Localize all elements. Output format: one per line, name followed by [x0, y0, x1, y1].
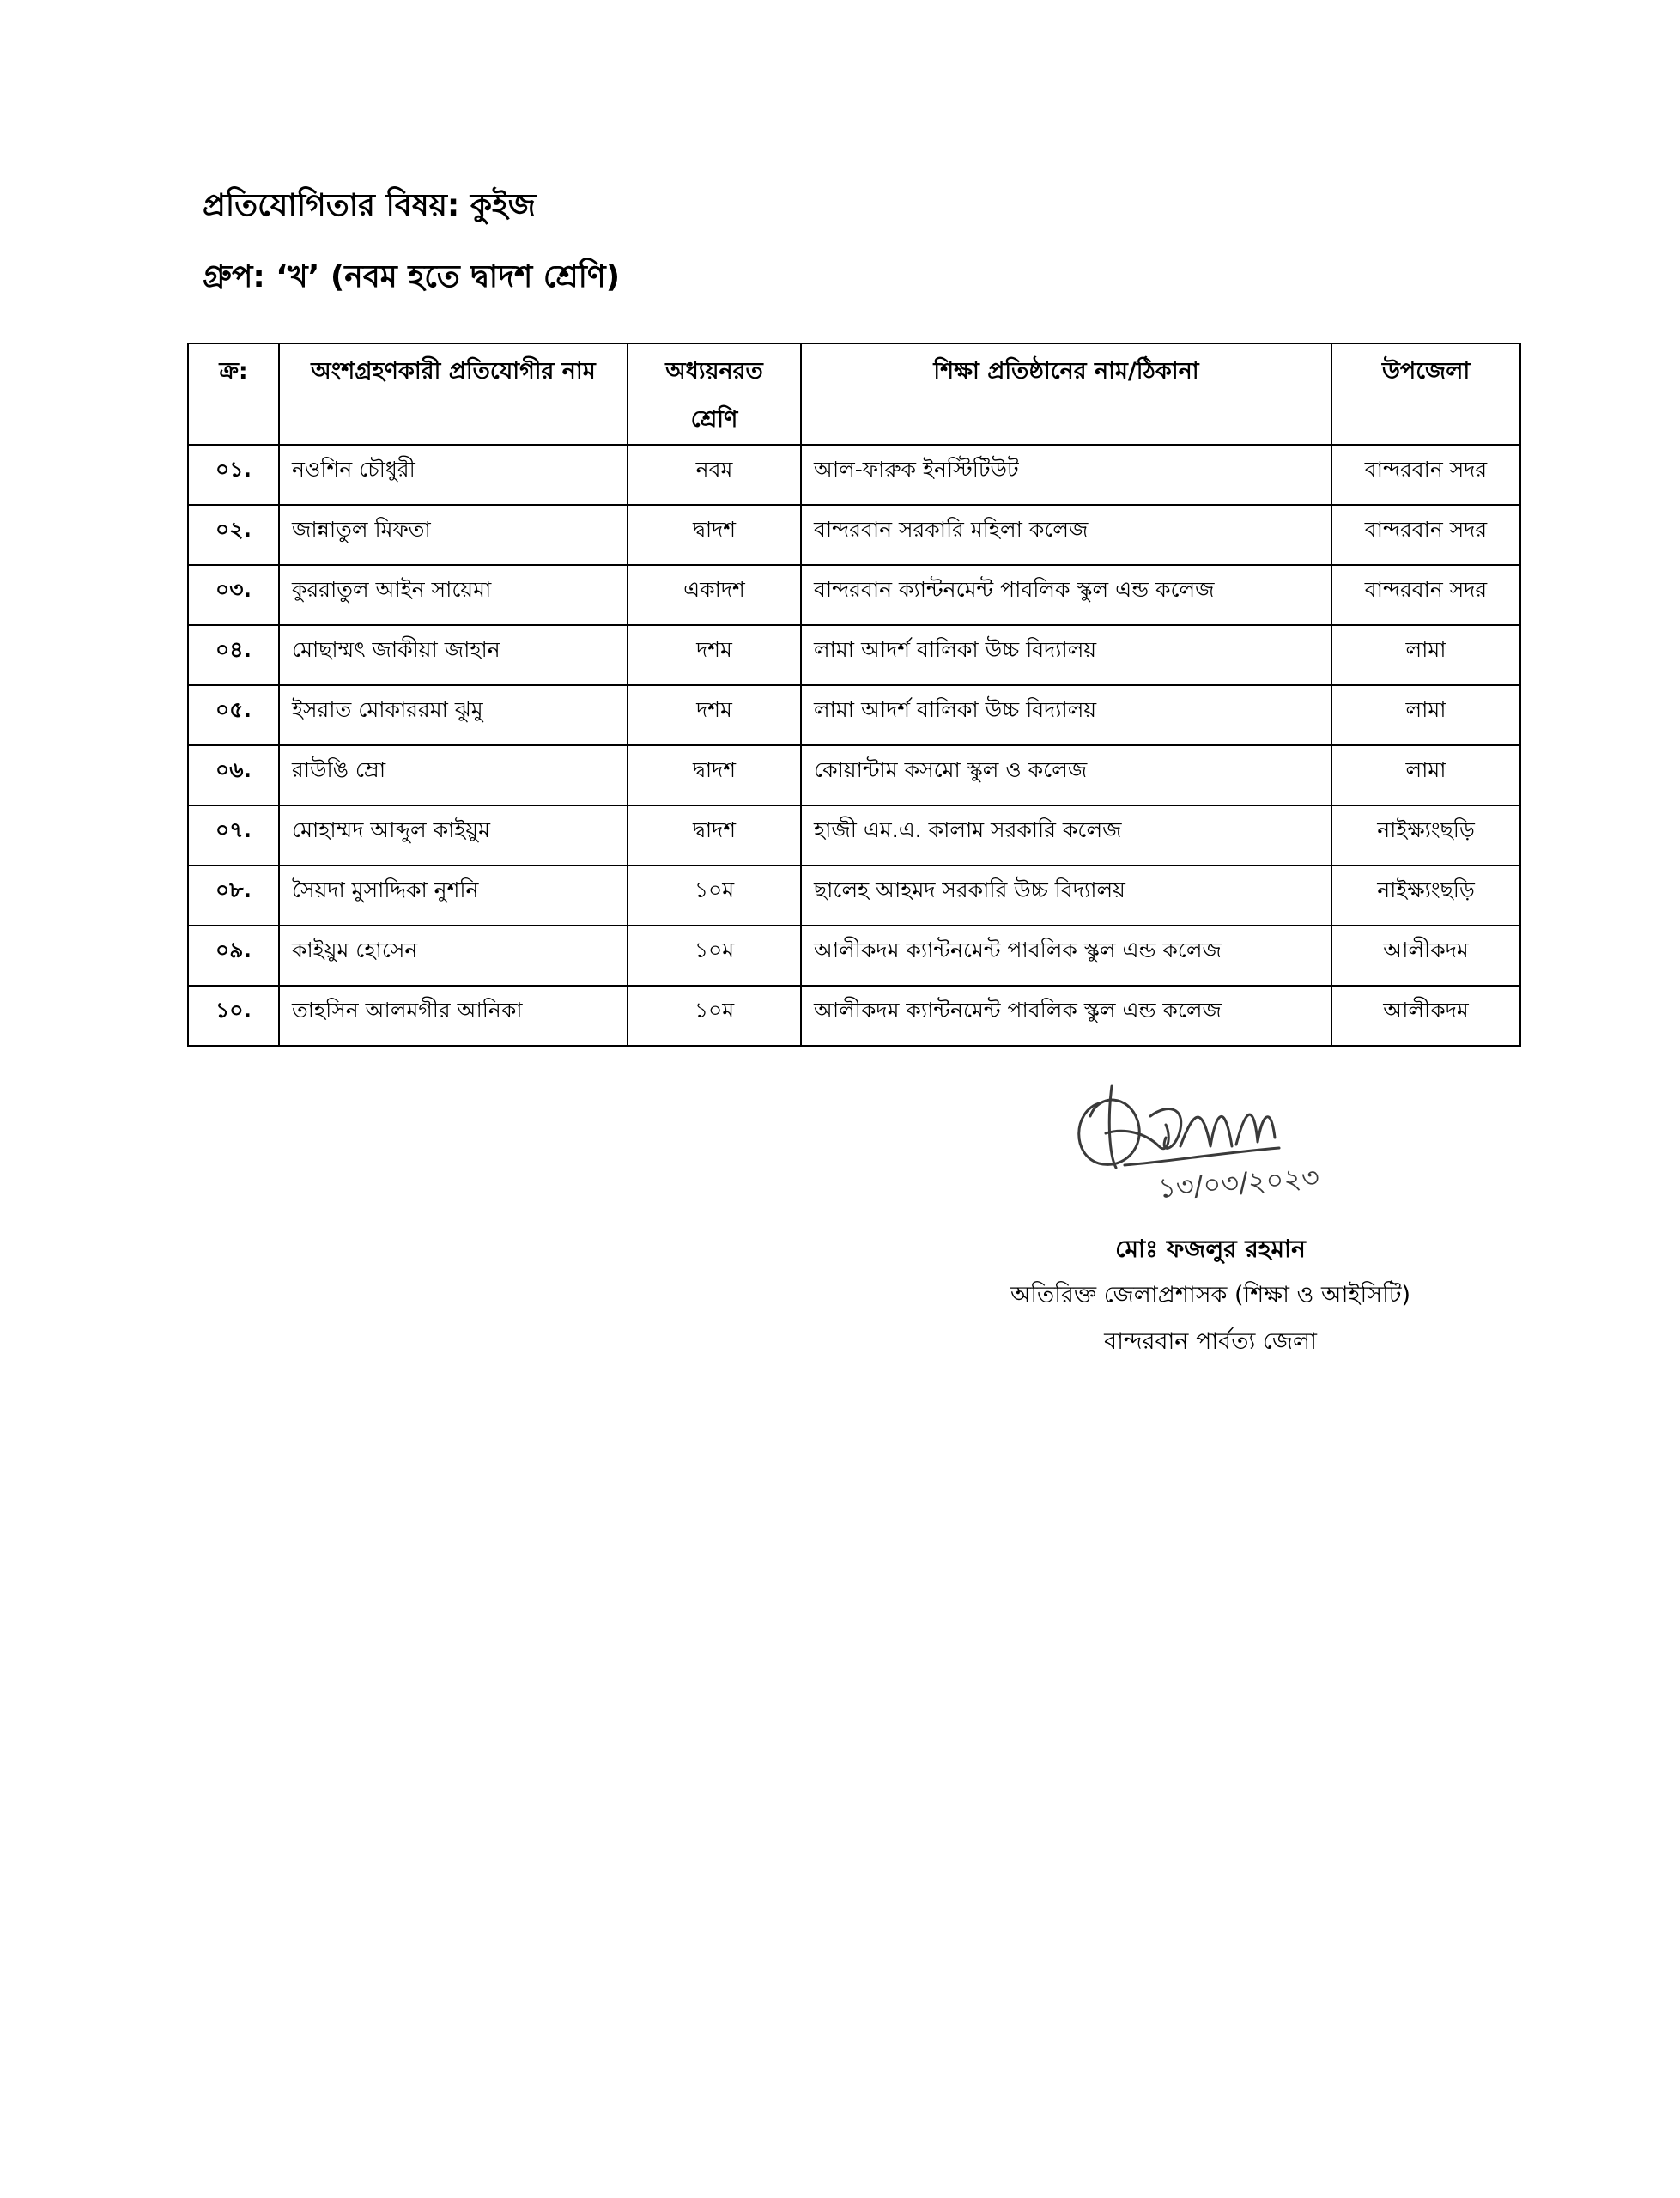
institution-cell: হাজী এম.এ. কালাম সরকারি কলেজ: [801, 805, 1331, 865]
participant-name-cell: কুররাতুল আইন সায়েমা: [279, 565, 628, 625]
class-cell: একাদশ: [628, 565, 801, 625]
institution-cell: ছালেহ আহমদ সরকারি উচ্চ বিদ্যালয়: [801, 865, 1331, 926]
signature-block: [944, 1226, 1477, 1365]
class-cell: দ্বাদশ: [628, 505, 801, 565]
institution-cell: আলীকদম ক্যান্টনমেন্ট পাবলিক স্কুল এন্ড কলেজ: [801, 986, 1331, 1046]
table-header-row: [188, 343, 1520, 445]
table-row: [188, 986, 1520, 1046]
institution-cell: কোয়ান্টাম কসমো স্কুল ও কলেজ: [801, 745, 1331, 805]
upazila-cell: লামা: [1331, 685, 1520, 745]
participant-name-cell: নওশিন চৌধুরী: [279, 445, 628, 505]
class-cell: দ্বাদশ: [628, 745, 801, 805]
serial-cell: ০১.: [188, 445, 279, 505]
signatory-designation: অতিরিক্ত জেলাপ্রশাসক (শিক্ষা ও আইসিটি): [1010, 1282, 1411, 1308]
participant-name-cell: মোছাম্মৎ জাকীয়া জাহান: [279, 625, 628, 685]
institution-cell: লামা আদর্শ বালিকা উচ্চ বিদ্যালয়: [801, 625, 1331, 685]
serial-cell: ০৮.: [188, 865, 279, 926]
group-heading: গ্রুপ: ‘খ’ (নবম হতে দ্বাদশ শ্রেণি): [203, 259, 621, 294]
svg-text:১৩/০৩/২০২৩: ১৩/০৩/২০২৩: [1156, 1160, 1321, 1205]
serial-column-header: ক্র:: [188, 343, 279, 445]
upazila-cell: আলীকদম: [1331, 986, 1520, 1046]
participant-name-cell: রাউঙি ম্রো: [279, 745, 628, 805]
upazila-cell: বান্দরবান সদর: [1331, 565, 1520, 625]
serial-cell: ০৯.: [188, 926, 279, 986]
table-body: [188, 445, 1520, 1046]
table-row: [188, 565, 1520, 625]
institution-cell: আল-ফারুক ইনস্টিটিউট: [801, 445, 1331, 505]
upazila-cell: নাইক্ষ্যংছড়ি: [1331, 865, 1520, 926]
class-cell: ১০ম: [628, 986, 801, 1046]
class-column-header: [628, 343, 801, 445]
table-row: [188, 865, 1520, 926]
upazila-cell: আলীকদম: [1331, 926, 1520, 986]
upazila-cell: বান্দরবান সদর: [1331, 445, 1520, 505]
table-row: [188, 926, 1520, 986]
upazila-cell: লামা: [1331, 745, 1520, 805]
participant-name-cell: কাইয়ুম হোসেন: [279, 926, 628, 986]
name-column-header: অংশগ্রহণকারী প্রতিযোগীর নাম: [279, 343, 628, 445]
class-cell: ১০ম: [628, 926, 801, 986]
institution-column-header: শিক্ষা প্রতিষ্ঠানের নাম/ঠিকানা: [801, 343, 1331, 445]
signatory-office: বান্দরবান পার্বত্য জেলা: [1104, 1328, 1317, 1355]
class-header-line-1: অধ্যয়নরত: [665, 358, 763, 385]
serial-cell: ০২.: [188, 505, 279, 565]
class-cell: দশম: [628, 625, 801, 685]
participant-name-cell: ইসরাত মোকাররমা ঝুমু: [279, 685, 628, 745]
upazila-cell: বান্দরবান সদর: [1331, 505, 1520, 565]
institution-cell: লামা আদর্শ বালিকা উচ্চ বিদ্যালয়: [801, 685, 1331, 745]
participant-name-cell: মোহাম্মদ আব্দুল কাইয়ুম: [279, 805, 628, 865]
participant-name-cell: তাহসিন আলমগীর আনিকা: [279, 986, 628, 1046]
class-cell: নবম: [628, 445, 801, 505]
institution-cell: আলীকদম ক্যান্টনমেন্ট পাবলিক স্কুল এন্ড কলেজ: [801, 926, 1331, 986]
participant-name-cell: জান্নাতুল মিফতা: [279, 505, 628, 565]
table-row: [188, 505, 1520, 565]
table-row: [188, 685, 1520, 745]
institution-cell: বান্দরবান ক্যান্টনমেন্ট পাবলিক স্কুল এন্ড কলেজ: [801, 565, 1331, 625]
upazila-column-header: উপজেলা: [1331, 343, 1520, 445]
table-row: [188, 445, 1520, 505]
participant-name-cell: সৈয়দা মুসাদ্দিকা নুশনি: [279, 865, 628, 926]
competition-subject-heading: প্রতিযোগিতার বিষয়: কুইজ: [203, 188, 536, 223]
serial-cell: ১০.: [188, 986, 279, 1046]
class-cell: দ্বাদশ: [628, 805, 801, 865]
serial-cell: ০৭.: [188, 805, 279, 865]
serial-cell: ০৩.: [188, 565, 279, 625]
upazila-cell: নাইক্ষ্যংছড়ি: [1331, 805, 1520, 865]
class-header-line-2: শ্রেণি: [690, 406, 738, 433]
table-row: [188, 625, 1520, 685]
class-cell: ১০ম: [628, 865, 801, 926]
participants-table: [187, 343, 1521, 1047]
table-row: [188, 745, 1520, 805]
serial-cell: ০৪.: [188, 625, 279, 685]
serial-cell: ০৫.: [188, 685, 279, 745]
upazila-cell: লামা: [1331, 625, 1520, 685]
class-cell: দশম: [628, 685, 801, 745]
signatory-name: মোঃ ফজলুর রহমান: [1115, 1235, 1306, 1263]
institution-cell: বান্দরবান সরকারি মহিলা কলেজ: [801, 505, 1331, 565]
serial-cell: ০৬.: [188, 745, 279, 805]
handwritten-signature: [1064, 1052, 1348, 1215]
table-row: [188, 805, 1520, 865]
